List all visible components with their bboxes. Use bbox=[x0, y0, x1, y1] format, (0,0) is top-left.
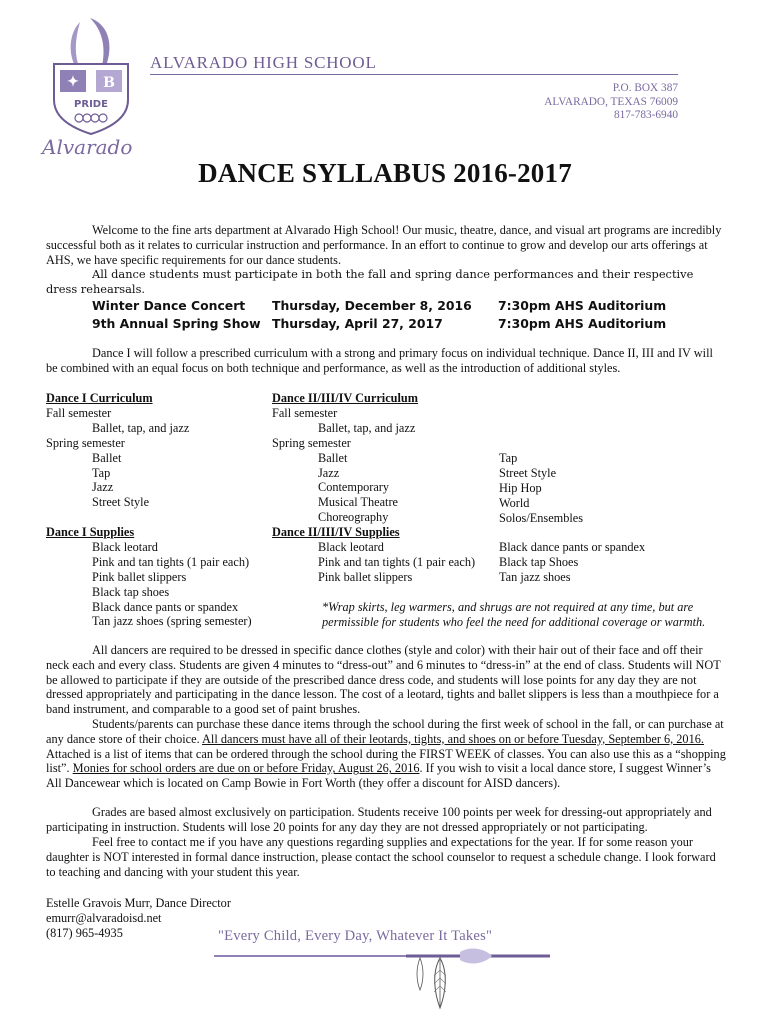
event-time-1: 7:30pm AHS Auditorium bbox=[498, 298, 667, 313]
contact-paragraph bbox=[46, 835, 726, 879]
logo-graphic bbox=[40, 14, 152, 164]
list-item: Tan jazz shoes bbox=[499, 569, 571, 584]
participation-paragraph bbox=[46, 267, 726, 297]
dance2-fall: Fall semester bbox=[272, 405, 338, 420]
address-line: ALVARADO, TEXAS 76009 bbox=[544, 95, 678, 108]
dance1-spring: Spring semester bbox=[46, 435, 125, 450]
grades-text: Grades are based almost exclusively on participation. Students receive 100 points per week for dressing-out appropriately and participating in instruction. Students will lose 20 points for any day they are not dressed appropriately or not participating. bbox=[46, 805, 712, 834]
list-item: Ballet bbox=[92, 450, 122, 465]
intro-paragraph bbox=[46, 223, 726, 267]
svg-text:✦: ✦ bbox=[67, 74, 79, 90]
event-date bbox=[272, 297, 472, 332]
event-name-2: 9th Annual Spring Show bbox=[92, 315, 261, 331]
supplies2-heading: Dance II/III/IV Supplies bbox=[272, 525, 400, 539]
contact-text: Feel free to contact me if you have any questions regarding supplies and expectations for the year. If for some reason your daughter is NOT interested in formal dance instruction, please contact the school counselor to request a schedule change. I look forward to teaching and dancing with your student this year. bbox=[46, 835, 716, 879]
list-item: Pink and tan tights (1 pair each) bbox=[318, 554, 476, 569]
signature-block bbox=[46, 896, 231, 941]
list-item: Pink ballet slippers bbox=[92, 569, 187, 584]
list-item: Musical Theatre bbox=[318, 495, 399, 510]
list-item: Black leotard bbox=[318, 539, 384, 554]
list-item: Street Style bbox=[92, 495, 150, 510]
address-line: 817-783-6940 bbox=[613, 109, 678, 122]
dance1-curriculum bbox=[46, 391, 189, 510]
school-address bbox=[544, 82, 678, 123]
supplies1-heading: Dance I Supplies bbox=[46, 525, 135, 539]
dance2-supplies-col2 bbox=[499, 540, 645, 585]
dance2-supplies bbox=[272, 525, 475, 585]
grades-paragraph bbox=[46, 805, 726, 835]
header-rule bbox=[150, 74, 678, 75]
curriculum-intro-text: Dance I will follow a prescribed curriculum with a strong and primary focus on individual technique. Dance II, III and IV will be combined with an equal focus on both technique and performance, as well as the introduction of additional styles. bbox=[46, 346, 713, 375]
list-item: Solos/Ensembles bbox=[499, 510, 584, 525]
list-item: Black dance pants or spandex bbox=[92, 599, 239, 614]
dance2-heading: Dance II/III/IV Curriculum bbox=[272, 391, 418, 405]
deadline-text: All dancers must have all of their leotards, tights, and shoes on or before Tuesday, September 6, 2016. bbox=[202, 731, 704, 746]
list-item: Hip Hop bbox=[499, 480, 542, 495]
list-item: Ballet, tap, and jazz bbox=[318, 420, 416, 435]
monies-deadline-text: Monies for school orders are due on or before Friday, August 26, 2016 bbox=[72, 761, 420, 776]
list-item: Jazz bbox=[92, 480, 114, 495]
event-date-1: Thursday, December 8, 2016 bbox=[272, 298, 472, 313]
list-item: Black tap shoes bbox=[92, 584, 170, 599]
list-item: Jazz bbox=[318, 465, 340, 480]
list-item: Black dance pants or spandex bbox=[499, 540, 646, 554]
dance1-supplies bbox=[46, 525, 252, 629]
svg-text:Alvarado: Alvarado bbox=[42, 135, 133, 159]
purchase-text: Students/parents can purchase these dance items through the school during the first week of school in the fall, or can purchase at any dance store of their choice. bbox=[46, 717, 724, 746]
participation-text: All dance students must participate in both the fall and spring dance performances and their respective dress rehearsals. bbox=[46, 267, 694, 296]
dance2-spring: Spring semester bbox=[272, 435, 351, 450]
dance2-curriculum bbox=[272, 391, 418, 525]
list-item: Black leotard bbox=[92, 539, 158, 554]
intro-text: Welcome to the fine arts department at Alvarado High School! Our music, theatre, dance, and visual art programs are incredibly successful both as it relates to curricular instruction and performance. In an effort to continue to grow and develop our arts offerings at AHS, we have specific requirements for our dance students. bbox=[46, 223, 722, 267]
dance1-fall: Fall semester bbox=[46, 405, 112, 420]
list-item: World bbox=[499, 495, 530, 510]
list-item: Pink and tan tights (1 pair each) bbox=[92, 554, 250, 569]
list-item: Tap bbox=[499, 451, 518, 465]
event-date-2: Thursday, April 27, 2017 bbox=[272, 315, 443, 331]
school-logo bbox=[40, 14, 152, 164]
svg-text:PRIDE: PRIDE bbox=[74, 99, 108, 110]
feather-icon bbox=[400, 926, 560, 1020]
address-line: P.O. BOX 387 bbox=[612, 82, 678, 94]
list-item: Tap bbox=[92, 465, 111, 480]
supplies-note: *Wrap skirts, leg warmers, and shrugs are not required at any time, but are permissible for students who feel the need for additional coverage or warmth. bbox=[322, 600, 706, 629]
list-item: Ballet, tap, and jazz bbox=[92, 420, 190, 435]
event-name-1: Winter Dance Concert bbox=[92, 298, 246, 313]
dress-code-text: All dancers are required to be dressed in specific dance clothes (style and color) with their hair out of their face and off their neck each and every class. Students are given 4 minutes to “dress-out” and 6 minutes to “dress-in” at the end of class. Students will NOT be allowed to participate if they are outside of the prescribed dance dress code, and students will lose points for any day they are not dressed appropriately and participating in the dance lesson. The cost of a leotard, tights and ballet slippers is less than a mouthpiece for a band instrument, and comparable to a good set of paint brushes. bbox=[46, 643, 721, 717]
director-email[interactable]: emurr@alvaradoisd.net bbox=[46, 910, 162, 925]
list-item: Pink ballet slippers bbox=[318, 569, 413, 584]
list-item: Tan jazz shoes (spring semester) bbox=[92, 614, 252, 629]
purchase-text-3: . If you wish to visit a local dance store, I suggest Winner’s All Dancewear which is located on Camp Bowie in Fort Worth (they offer a discount for AISD dancers). bbox=[46, 761, 711, 791]
dance2-spring-col2 bbox=[499, 451, 583, 526]
curriculum-intro bbox=[46, 346, 726, 376]
event-time bbox=[498, 297, 666, 332]
list-item: Street Style bbox=[499, 465, 557, 480]
purchase-paragraph bbox=[46, 717, 726, 791]
list-item: Black tap Shoes bbox=[499, 554, 579, 569]
dance1-heading: Dance I Curriculum bbox=[46, 391, 153, 405]
event-time-2: 7:30pm AHS Auditorium bbox=[498, 315, 667, 331]
svg-text:B: B bbox=[103, 75, 115, 91]
school-motto: "Every Child, Every Day, Whatever It Takes" bbox=[218, 928, 493, 944]
school-name: ALVARADO HIGH SCHOOL bbox=[150, 53, 377, 72]
director-phone: (817) 965-4935 bbox=[46, 925, 123, 940]
director-name: Estelle Gravois Murr, Dance Director bbox=[46, 896, 231, 910]
page-title: DANCE SYLLABUS 2016-2017 bbox=[198, 158, 572, 188]
list-item: Ballet bbox=[318, 450, 348, 465]
dress-code-paragraph bbox=[46, 643, 726, 717]
event-name bbox=[92, 297, 261, 332]
list-item: Contemporary bbox=[318, 480, 390, 495]
list-item: Choreography bbox=[318, 510, 389, 525]
purchase-text-2: Attached is a list of items that can be ordered through the school during the FIRST WEEK of classes. You can also use this as a “shopping list”. bbox=[46, 746, 726, 776]
